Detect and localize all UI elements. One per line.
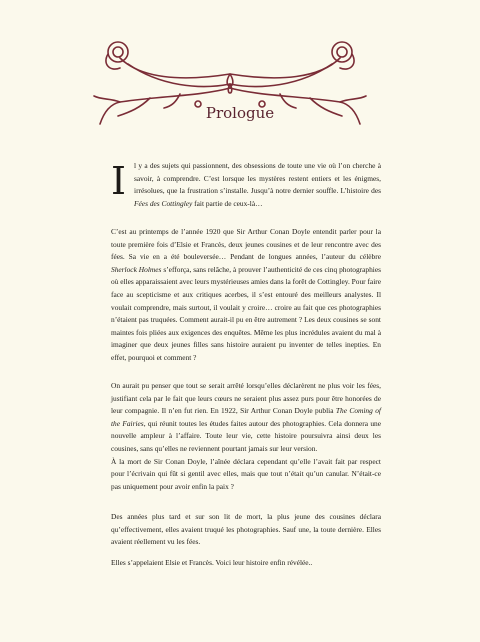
paragraph-3-italic: The Coming of the Fairies xyxy=(111,406,381,428)
paragraph-intro-tail: fait partie de ceux-là… xyxy=(192,198,263,208)
paragraph-3-part-b: , qui réunit toutes les études faites autour des photographies. Cela donnera une nouvelle ampleur à l’affaire. Toute leur vie, cette histoire poursuivra ainsi deux les cousines, sans qu’elles ne reviennent pourtant jamais sur leur version. xyxy=(111,418,382,453)
paragraph-confession: Des années plus tard et sur son lit de mort, la plus jeune des cousines déclara qu’effectivement, elles avaient truqué les photographies. Sauf une, la toute dernière. Elles avaient réellement vu les fées. xyxy=(111,512,381,547)
paragraph-intro-text: l y a des sujets qui passionnent, des obsessions de toute une vie où l’on cherche à savoir, à comprendre. C’est lorsque les mystères restent entiers et les énigmes, irrésolues, que la frustration s’installe. Jusqu’à notre dernier souffle. L’histoire des xyxy=(134,161,381,196)
paragraph-2-part-a: C’est au printemps de l’année 1920 que Sir Arthur Conan Doyle entendit parler pour la toute première fois d’Elsie et Francès, deux jeunes cousines et de leur rencontre avec des fées. Sa vie en a été bouleversée… Pendant de longues années, l’auteur du célèbre xyxy=(111,227,381,262)
paragraph-2-italic: Sherlock Holmes xyxy=(111,264,162,274)
paragraph-3-part-c: À la mort de Sir Conan Doyle, l’aînée déclara cependant qu’elle l’avait fait par respect pour l’écrivain qui fût si gentil avec elles, mais que tout n’était qu’un canular. N’était-ce pas uniquement pour avoir enfin la paix ? xyxy=(111,456,381,491)
chapter-title: Prologue xyxy=(205,104,275,122)
paragraph-publication xyxy=(111,380,381,493)
paragraph-intro-italic: Fées des Cottingley xyxy=(134,198,193,208)
paragraph-intro xyxy=(111,160,381,210)
paragraph-closing: Elles s’appelaient Elsie et Francès. Voici leur histoire enfin révélée.. xyxy=(111,558,313,567)
paragraph-conan-doyle xyxy=(111,226,381,365)
drop-cap: I xyxy=(111,159,127,203)
paragraph-2-part-b: s’efforça, sans relâche, à prouver l’authenticité de ces cinq photographies où elles apparaissaient avec leurs mystérieuses amies dans la forêt de Cottingley. Pour faire face au scepticisme et aux critiques acerbes, il s’est entouré des meilleurs analystes. Il voulait comprendre, mais surtout, il voulait y croire… croire au fait que ces photographies n’étaient pas truquées. Comment aurait-il pu en être autrement ? Les deux cousines se sont maintes fois pliées aux exigences des enquêtes. Même les plus incrédules avaient du mal à imaginer que deux jeunes filles sans histoire auraient pu inventer de telles inepties. En effet, pourquoi et comment ? xyxy=(111,264,382,362)
paragraph-3-part-a: On aurait pu penser que tout se serait arrêté lorsqu’elles déclarèrent ne plus voir les fées, justifiant cela par le fait que leurs cœurs ne seraient plus assez purs pour être honorées de leur compagnie. Il n’en fut rien. En 1922, Sir Arthur Conan Doyle publia xyxy=(111,381,381,416)
